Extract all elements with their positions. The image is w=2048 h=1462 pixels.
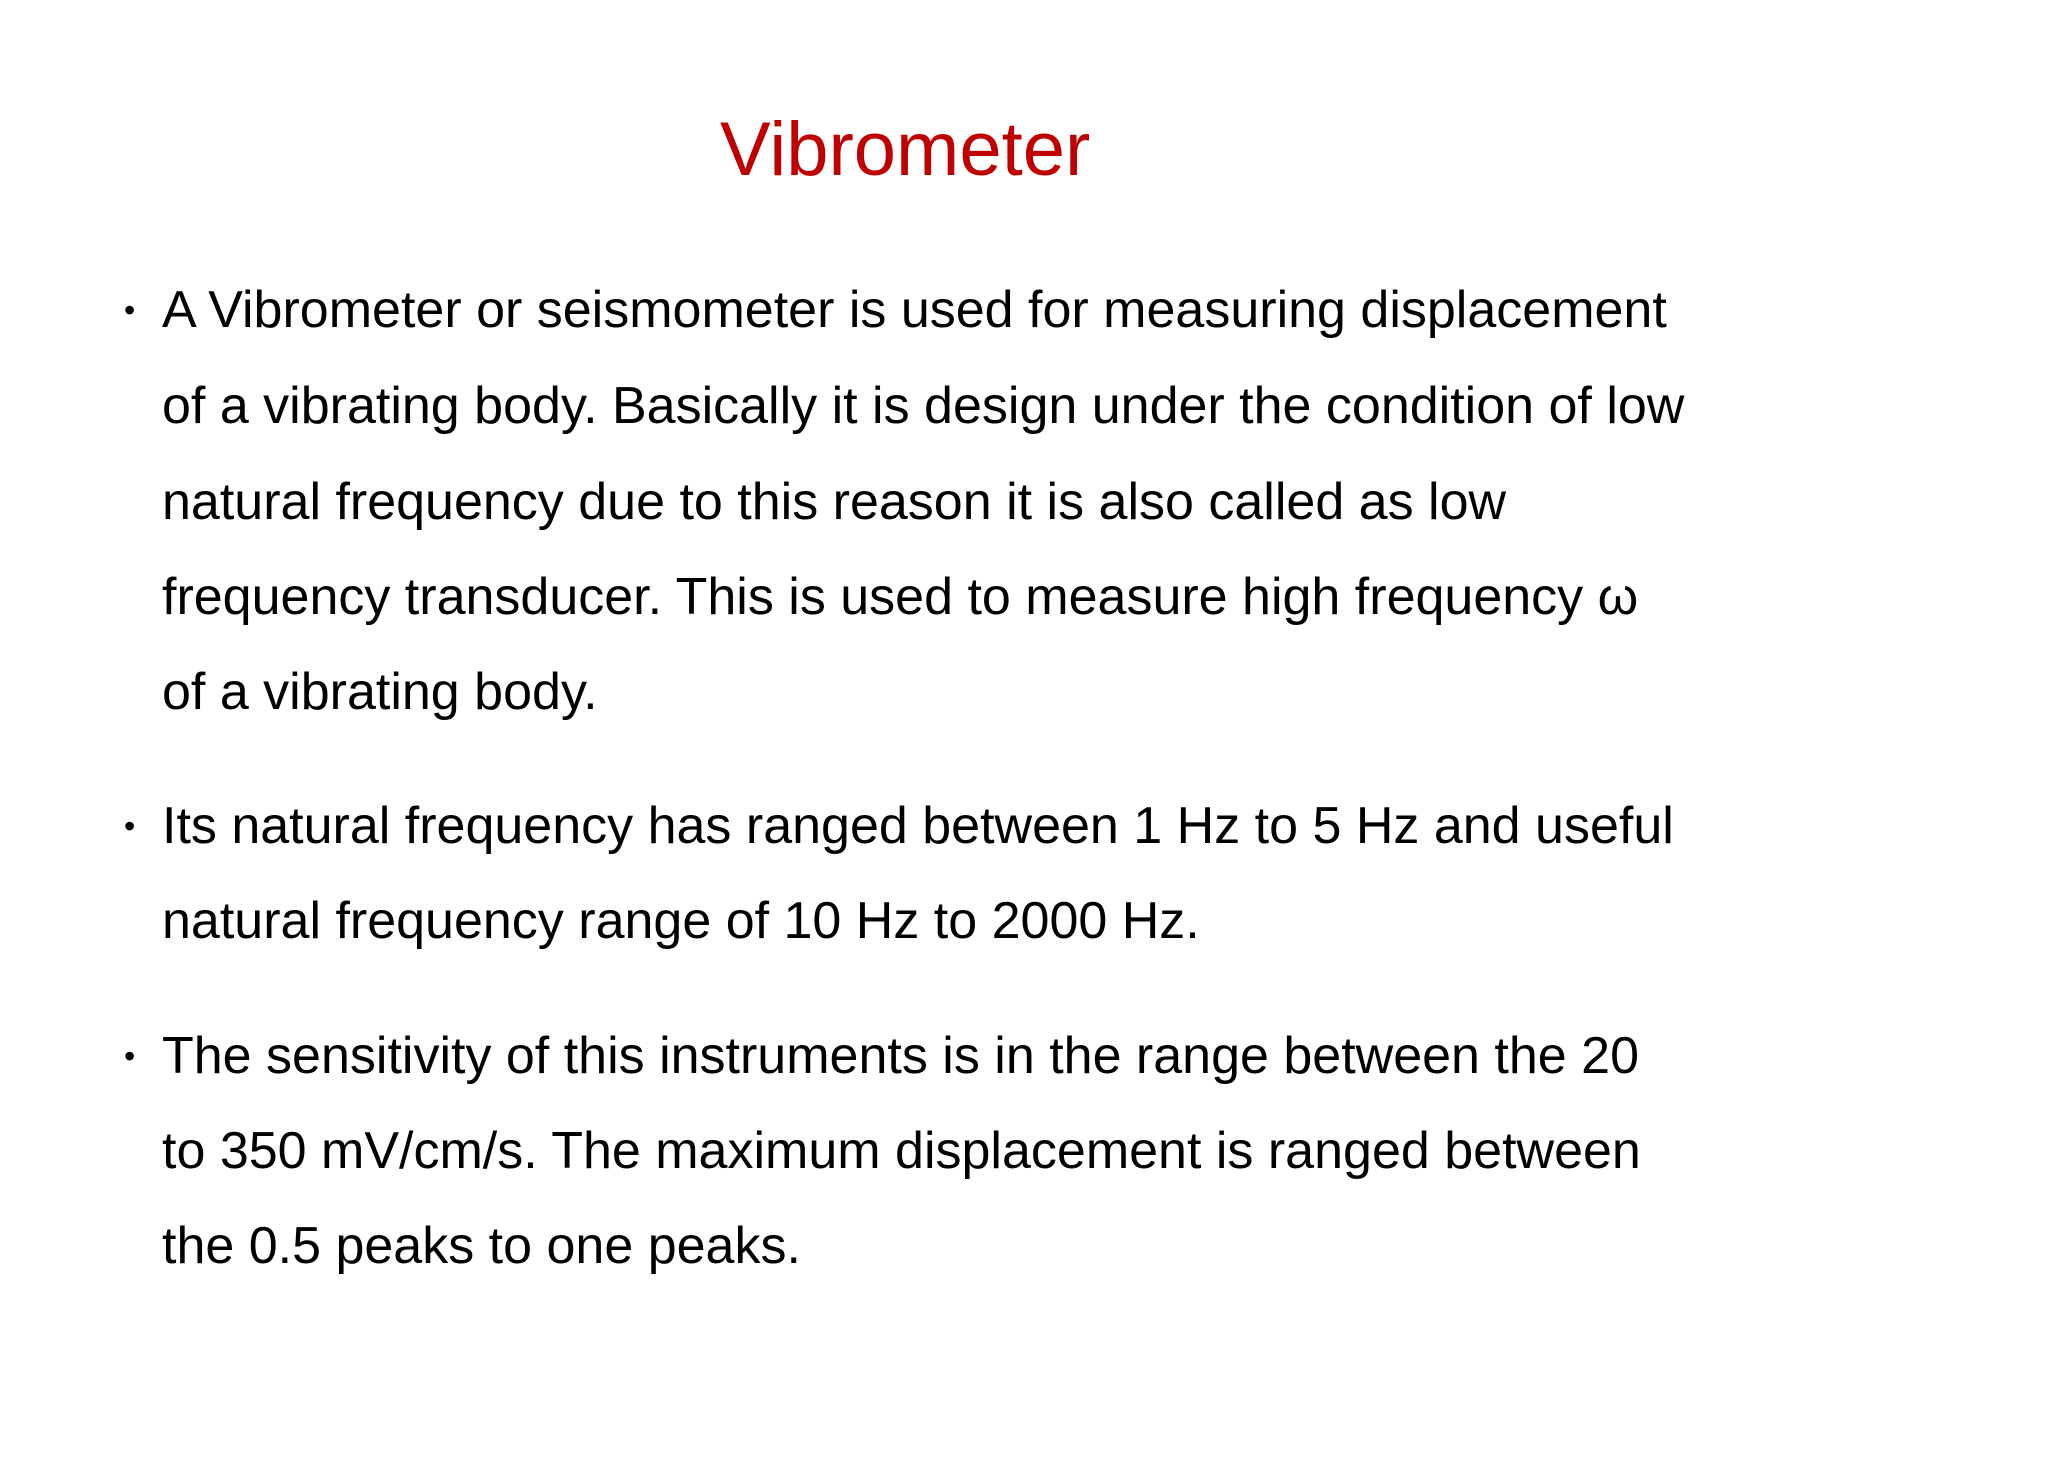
bullet-1-line-5: of a vibrating body. [162, 663, 598, 721]
bullet-dot: • [124, 292, 136, 328]
bullet-3-line-2: to 350 mV/cm/s. The maximum displacement is ranged between [162, 1122, 1641, 1180]
bullet-1-line-1: A Vibrometer or seismometer is used for measuring displacement [162, 281, 1667, 339]
bullet-1-line-3: natural frequency due to this reason it is also called as low [162, 473, 1507, 531]
bullet-3-line-1: The sensitivity of this instruments is in the range between the 20 [162, 1027, 1639, 1085]
bullet-1-line-2: of a vibrating body. Basically it is design under the condition of low [162, 377, 1685, 435]
bullet-3-line-3: the 0.5 peaks to one peaks. [162, 1217, 801, 1275]
bullet-dot: • [124, 1038, 136, 1074]
bullet-2-line-2: natural frequency range of 10 Hz to 2000 Hz. [162, 892, 1200, 950]
bullet-dot: • [124, 808, 136, 844]
bullet-2-line-1: Its natural frequency has ranged between 1 Hz to 5 Hz and useful [162, 797, 1674, 855]
bullet-1-line-4: frequency transducer. This is used to measure high frequency ω [162, 568, 1639, 626]
slide-title: Vibrometer [720, 107, 1091, 192]
